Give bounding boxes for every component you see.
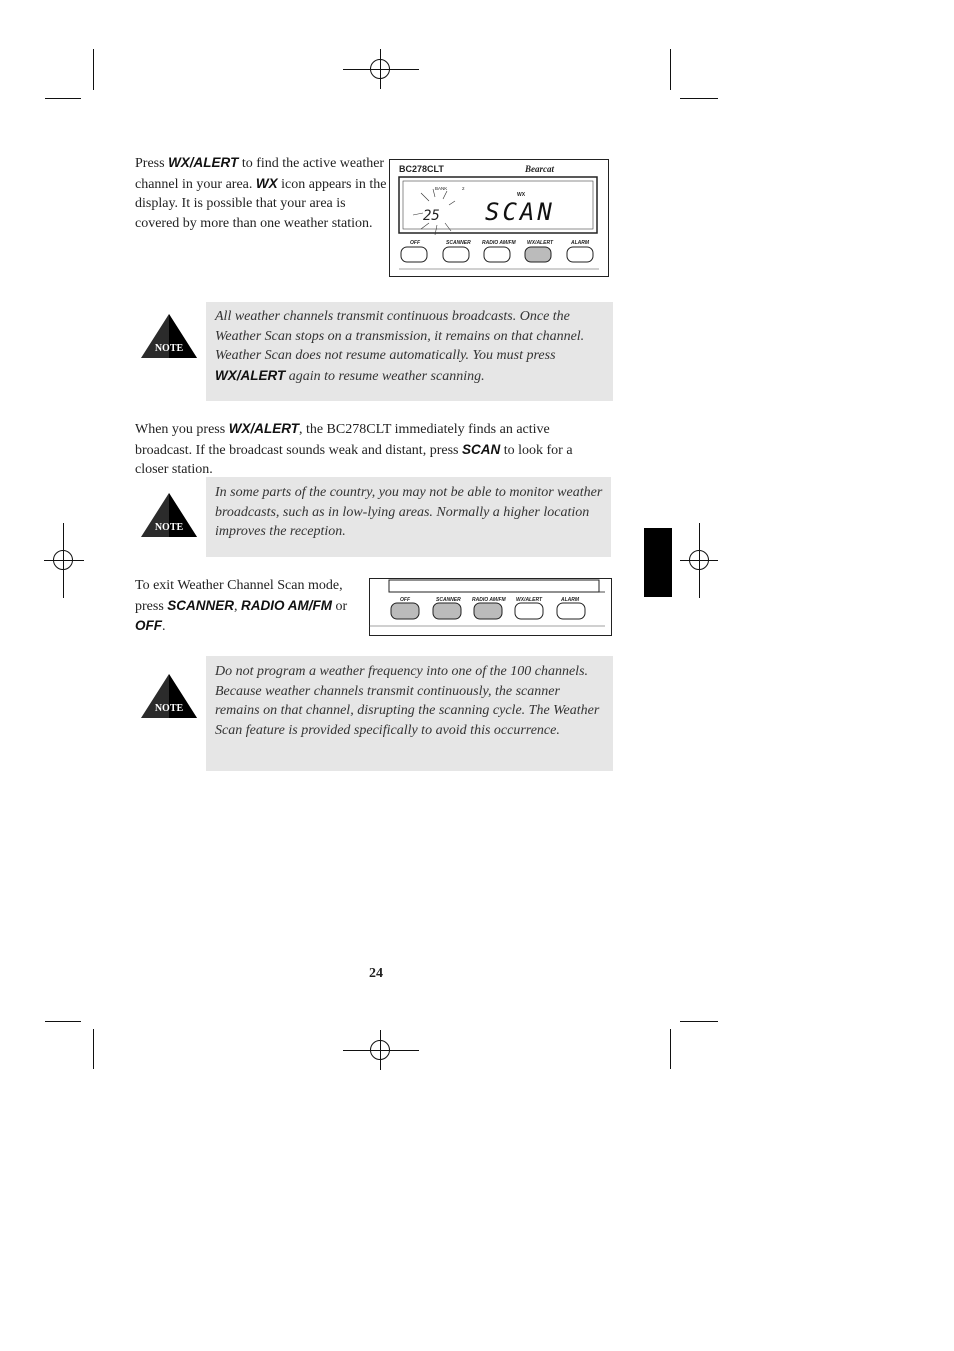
section-tab [644,528,672,597]
bank-number: 2 [462,186,465,191]
key-off: OFF [135,618,162,633]
channel-readout: 25 [423,208,440,224]
scan-readout: SCAN [485,198,555,226]
key-radio-am-fm: RADIO AM/FM [241,597,333,613]
note-icon [139,312,199,362]
svg-text:NOTE: NOTE [154,343,184,354]
paragraph-2: When you press WX/ALERT, the BC278CLT immediately finds an active broadcast. If the broadcast sounds weak and distant, press SCAN to look for a closer station. [135,421,573,477]
key-wx-alert: WX/ALERT [228,421,299,436]
note-icon [139,672,199,722]
key-wx-alert: WX/ALERT [215,367,286,383]
label-wx-alert: WX/ALERT [516,597,543,603]
label-wx-alert: WX/ALERT [527,240,554,246]
key-wx: WX [255,175,278,191]
label-scanner: SCANNER [446,240,471,246]
bank-label: BANK [435,186,448,191]
button-panel-illustration [369,578,612,636]
label-off: OFF [410,240,420,246]
label-alarm: ALARM [571,240,590,246]
scanner-display-illustration [389,159,609,277]
key-scanner: SCANNER [167,597,235,613]
intro-paragraph: Press WX/ALERT to find the active weather channel in your area. WX icon appears in the display. It is possible that your area is covered by more than one weather station. [135,155,387,231]
svg-text:NOTE: NOTE [154,703,184,714]
brand-logo: Bearcat [525,164,554,174]
key-scan: SCAN [461,441,501,457]
label-radio-am-fm: RADIO AM/FM [472,597,506,603]
note-1-text: All weather channels transmit continuous broadcasts. Once the Weather Scan stops on a transmission, it remains on that channel. Weather Scan does not resume automatically. You must press WX/ALERT again to resume weather scanning. [215,309,585,384]
paragraph-3: To exit Weather Channel Scan mode, press SCANNER, RADIO AM/FM or OFF. [135,578,348,634]
svg-text:NOTE: NOTE [154,522,184,533]
label-radio-am-fm: RADIO AM/FM [482,240,516,246]
label-scanner: SCANNER [436,597,461,603]
model-label: BC278CLT [399,164,444,174]
note-3-text: Do not program a weather frequency into one of the 100 channels. Because weather channels transmit continuously, the scanner remains on that channel, disrupting the scanning cycle. The Weather Scan feature is provided specifically to avoid this occurrence. [215,664,600,738]
wx-indicator: WX [517,192,526,198]
note-2-text: In some parts of the country, you may not be able to monitor weather broadcasts, such as in low-lying areas. Normally a higher location improves the reception. [215,485,603,539]
page-number: 24 [369,966,383,981]
label-alarm: ALARM [561,597,580,603]
key-wx-alert: WX/ALERT [168,155,239,170]
label-off: OFF [400,597,410,603]
note-icon [139,491,199,541]
